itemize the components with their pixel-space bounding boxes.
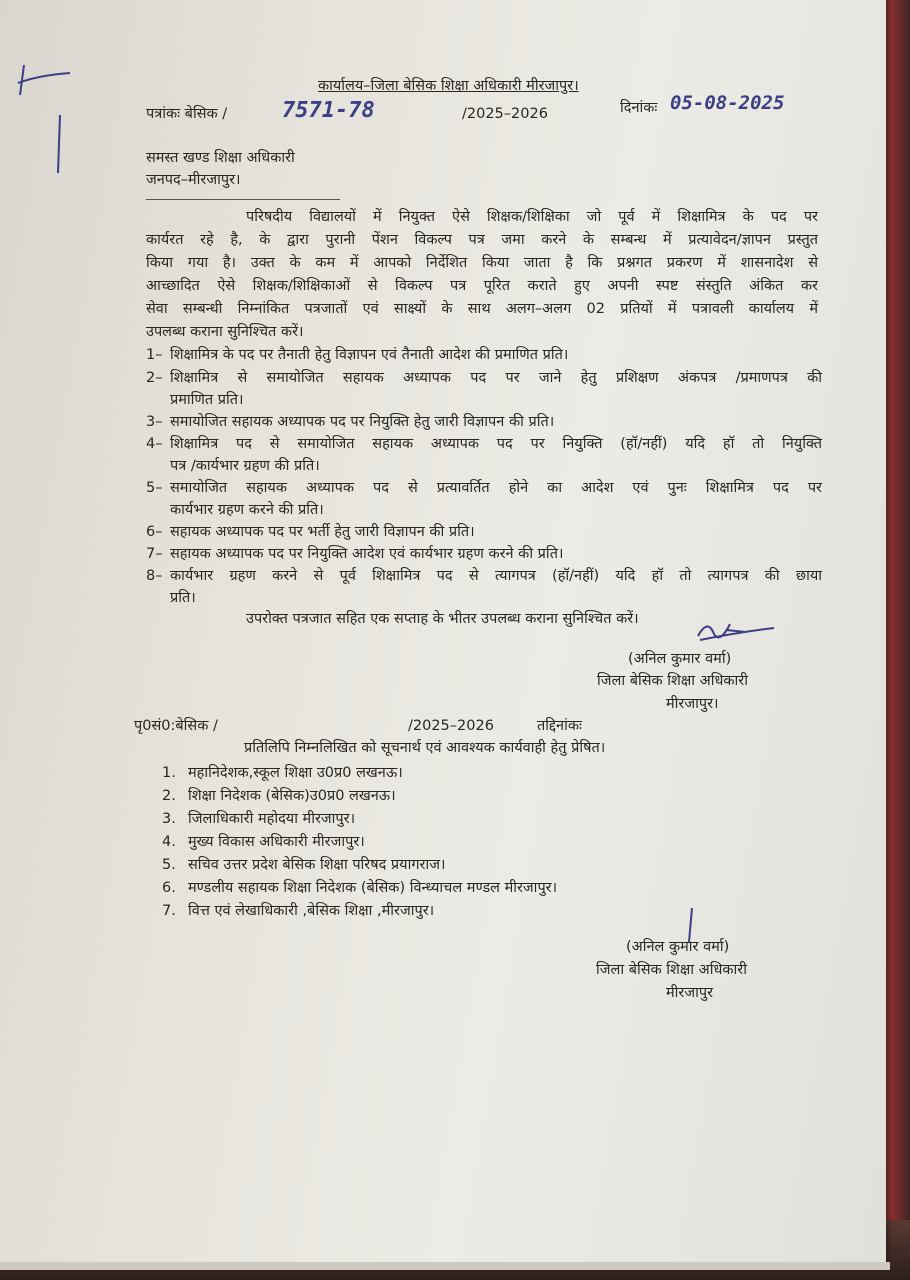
list-item: [146, 478, 822, 522]
body-line-3: किया गया है। उक्त के कम में आपको निर्देशित किया जाता है कि प्रश्नगत प्रकरण में शासनादेश से: [146, 255, 818, 271]
copy-recipient-number: 7.: [162, 903, 176, 919]
list-item-text: सहायक अध्यापक पद पर भर्ती हेतु जारी विज्ञापन की प्रति।: [170, 524, 475, 540]
list-item-number: 2–: [146, 370, 163, 386]
list-item-number: 7–: [146, 546, 163, 562]
list-item-text: शिक्षामित्र पद से समायोजित सहायक अध्यापक पद पर नियुक्ति (हॉ/नहीं) यदि हॉ तो नियुक्ति: [170, 436, 822, 452]
copy-signatory-place: मीरजापुर: [666, 985, 714, 1001]
body-line-2: कार्यरत रहे है, के द्वारा पुरानी पेंशन विकल्प पत्र जमा करने के सम्बन्ध में प्रत्यावेदन/ज्ञापन प्रस्तुत: [146, 232, 818, 248]
copy-recipient-text: शिक्षा निदेशक (बेसिक)उ0प्र0 लखनऊ।: [188, 788, 396, 804]
list-item-text: शिक्षामित्र से समायोजित सहायक अध्यापक पद पर जाने हेतु प्रशिक्षण अंकपत्र /प्रमाणपत्र की: [170, 370, 822, 386]
copy-recipient: [162, 877, 722, 900]
copy-intro: प्रतिलिपि निम्नलिखित को सूचनार्थ एवं आवश्यक कार्यवाही हेतु प्रेषित।: [244, 740, 606, 756]
list-item-number: 8–: [146, 568, 163, 584]
copy-recipient-number: 4.: [162, 834, 176, 850]
body-line-1: परिषदीय विद्यालयों में नियुक्त ऐसे शिक्षक/शिक्षिका जो पूर्व में शिक्षामित्र के पद पर: [246, 209, 818, 225]
list-item-number: 4–: [146, 436, 163, 452]
list-item-text: प्रति।: [170, 590, 196, 606]
ref-number-handwritten: 7571-78: [282, 98, 375, 123]
addressee-underline: [146, 199, 340, 200]
ref-label: पत्रांकः बेसिक /: [146, 106, 228, 122]
margin-mark-icon: [10, 55, 80, 185]
copy-signatory-name: (अनिल कुमार वर्मा): [626, 939, 730, 955]
list-item-text: पत्र /कार्यभार ग्रहण की प्रति।: [170, 458, 320, 474]
body-line-4: आच्छादित ऐसे शिक्षक/शिक्षिकाओं से विकल्प पत्र पूरित कराते हुए अपनी स्पष्ट संस्तुति अंकित कर: [146, 278, 818, 294]
copy-recipient-number: 2.: [162, 788, 176, 804]
copy-recipient-text: मण्डलीय सहायक शिक्षा निदेशक (बेसिक) विन्ध्याचल मण्डल मीरजापुर।: [188, 880, 558, 896]
body-line-5: सेवा सम्बन्धी निम्नांकित पत्रजातों एवं साक्ष्यों के साथ अलग–अलग 02 प्रतियों में पत्रावली कार्यालय में: [146, 301, 818, 317]
list-item: [146, 522, 822, 543]
date-label: दिनांकः: [620, 100, 658, 116]
list-item-text: कार्यभार ग्रहण करने से पूर्व शिक्षामित्र पद से त्यागपत्र (हॉ/नहीं) यदि हॉ तो त्यागपत्र की छाया: [170, 568, 822, 584]
copy-recipient: [162, 900, 722, 923]
copy-recipient-text: महानिदेशक,स्कूल शिक्षा उ0प्र0 लखनऊ।: [188, 765, 403, 781]
list-item-text: समायोजित सहायक अध्यापक पद से प्रत्यावर्तित होने का आदेश एवं पुनः शिक्षामित्र पद पर: [170, 480, 822, 496]
list-item-number: 6–: [146, 524, 163, 540]
signatory-designation: जिला बेसिक शिक्षा अधिकारी: [597, 673, 748, 689]
list-item: [146, 345, 822, 366]
copy-recipient-number: 6.: [162, 880, 176, 896]
copy-ref-label: पृ0सं0:बेसिक /: [134, 718, 218, 734]
addressee-line-2: जनपद–मीरजापुर।: [146, 172, 241, 188]
list-item: [146, 566, 822, 610]
list-item: [146, 434, 822, 478]
list-item-text: कार्यभार ग्रहण करने की प्रति।: [170, 502, 324, 518]
paper-stack-edge: [0, 1262, 890, 1270]
copy-recipient-text: सचिव उत्तर प्रदेश बेसिक शिक्षा परिषद प्रयागराज।: [188, 857, 446, 873]
body-line-6: उपलब्ध कराना सुनिश्चित करें।: [146, 324, 304, 340]
copy-date-label: तद्दिनांकः: [537, 718, 582, 734]
closing-line: उपरोक्त पत्रजात सहित एक सप्ताह के भीतर उपलब्ध कराना सुनिश्चित करें।: [246, 611, 639, 627]
copy-recipient-number: 3.: [162, 811, 176, 827]
copy-recipient-text: जिलाधिकारी महोदया मीरजापुर।: [188, 811, 356, 827]
list-item-number: 5–: [146, 480, 163, 496]
list-item: [146, 544, 822, 565]
copy-recipient: [162, 808, 722, 831]
copy-recipient-number: 1.: [162, 765, 176, 781]
list-item-number: 1–: [146, 347, 163, 363]
list-item: [146, 412, 822, 433]
addressee-line-1: समस्त खण्ड शिक्षा अधिकारी: [146, 150, 295, 166]
signatory-name: (अनिल कुमार वर्मा): [628, 651, 732, 667]
copy-recipient-number: 5.: [162, 857, 176, 873]
copy-ref-year: /2025–2026: [408, 718, 494, 734]
list-item-text: शिक्षामित्र के पद पर तैनाती हेतु विज्ञापन एवं तैनाती आदेश की प्रमाणित प्रति।: [170, 347, 569, 363]
list-item-number: 3–: [146, 414, 163, 430]
copy-recipient: [162, 854, 722, 877]
copy-recipient-text: वित्त एवं लेखाधिकारी ,बेसिक शिक्षा ,मीरजापुर।: [188, 903, 435, 919]
copy-recipient: [162, 762, 722, 785]
list-item-text: सहायक अध्यापक पद पर नियुक्ति आदेश एवं कार्यभार ग्रहण करने की प्रति।: [170, 546, 564, 562]
signatory-place: मीरजापुर।: [666, 696, 719, 712]
list-item-text: समायोजित सहायक अध्यापक पद पर नियुक्ति हेतु जारी विज्ञापन की प्रति।: [170, 414, 555, 430]
date-handwritten: 05-08-2025: [670, 92, 785, 114]
signature-scribble-icon: [690, 610, 780, 650]
ref-year: /2025–2026: [462, 106, 548, 122]
copy-recipient-text: मुख्य विकास अधिकारी मीरजापुर।: [188, 834, 365, 850]
office-heading: कार्यालय–जिला बेसिक शिक्षा अधिकारी मीरजापुर।: [318, 78, 579, 94]
copy-recipient: [162, 785, 722, 808]
copy-recipient: [162, 831, 722, 854]
list-item-text: प्रमाणित प्रति।: [170, 392, 244, 408]
list-item: [146, 368, 822, 412]
copy-signatory-designation: जिला बेसिक शिक्षा अधिकारी: [596, 962, 747, 978]
